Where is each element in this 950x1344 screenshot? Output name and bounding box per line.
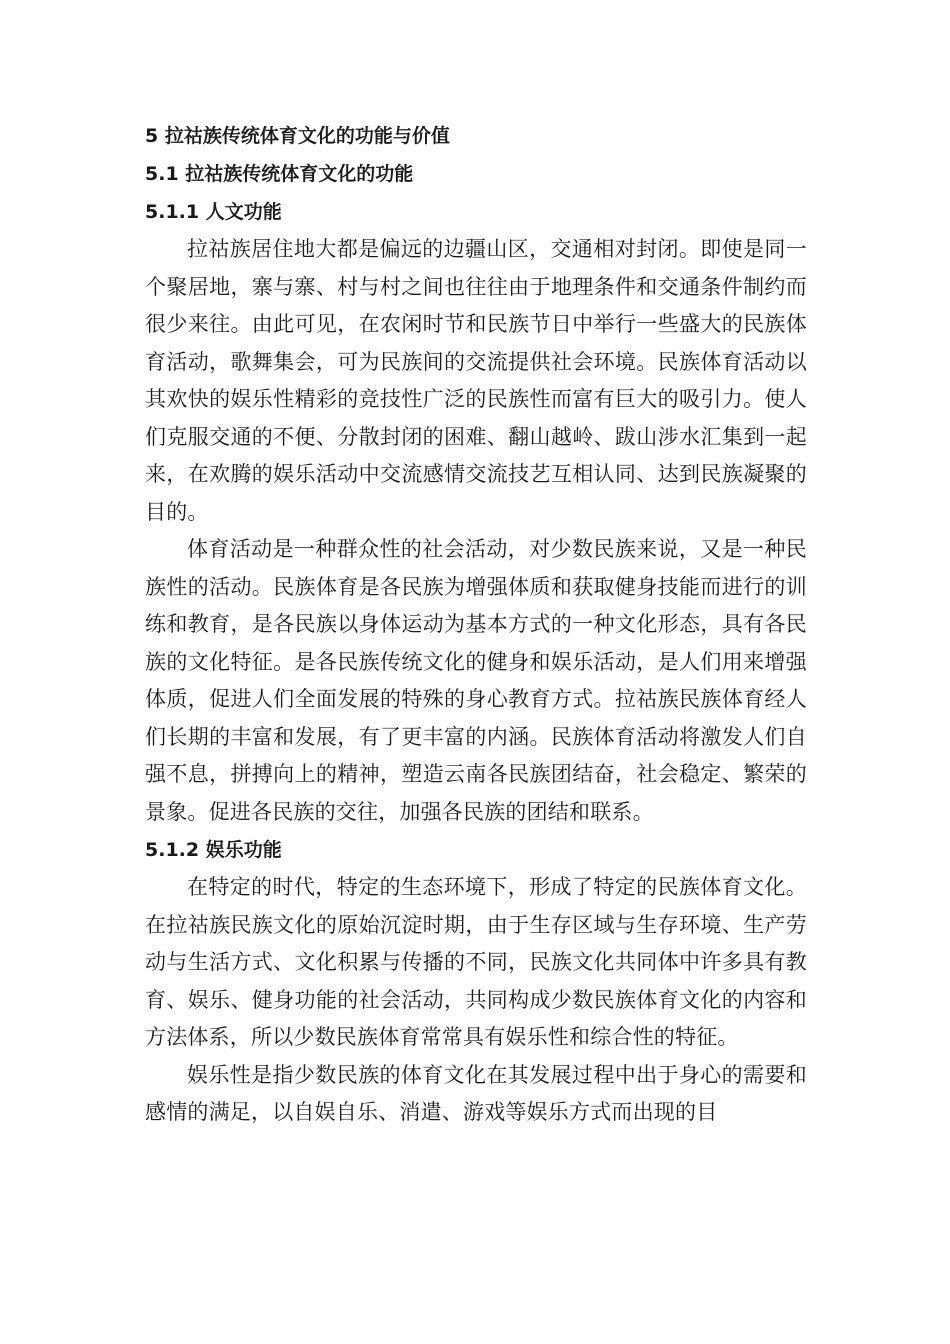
document-page [145, 117, 807, 1132]
paragraph-4: 娱乐性是指少数民族的体育文化在其发展过程中出于身心的需要和感情的满足，以自娱自乐、消遣、游戏等娱乐方式而出现的目 [145, 1062, 807, 1124]
paragraph-1: 拉祜族居住地大都是偏远的边疆山区，交通相对封闭。即使是同一个聚居地，寨与寨、村与村之间也往往由于地理条件和交通条件制约而很少来往。由此可见，在农闲时节和民族节日中举行一些盛大的民族体育活动，歌舞集会，可为民族间的交流提供社会环境。民族体育活动以其欢快的娱乐性精彩的竞技性广泛的民族性而富有巨大的吸引力。使人们克服交通的不便、分散封闭的困难、翻山越岭、跋山涉水汇集到一起来，在欢腾的娱乐活动中交流感情交流技艺互相认同、达到民族凝聚的目的。 [145, 237, 807, 524]
subsection-heading-entertainment: 5.1.2 娱乐功能 [145, 839, 282, 861]
chapter-heading: 5 拉祜族传统体育文化的功能与价值 [145, 125, 450, 147]
subsection-heading-humanistic: 5.1.1 人文功能 [145, 201, 282, 223]
paragraph-3: 在特定的时代，特定的生态环境下，形成了特定的民族体育文化。在拉祜族民族文化的原始沉淀时期，由于生存区域与生存环境、生产劳动与生活方式、文化积累与传播的不同，民族文化共同体中许多具有教育、娱乐、健身功能的社会活动，共同构成少数民族体育文化的内容和方法体系，所以少数民族体育常常具有娱乐性和综合性的特征。 [145, 875, 807, 1049]
paragraph-2: 体育活动是一种群众性的社会活动，对少数民族来说，又是一种民族性的活动。民族体育是各民族为增强体质和获取健身技能而进行的训练和教育，是各民族以身体运动为基本方式的一种文化形态，具有各民族的文化特征。是各民族传统文化的健身和娱乐活动，是人们用来增强体质，促进人们全面发展的特殊的身心教育方式。拉祜族民族体育经人们长期的丰富和发展，有了更丰富的内涵。民族体育活动将激发人们自强不息，拼搏向上的精神，塑造云南各民族团结奋，社会稳定、繁荣的景象。促进各民族的交往，加强各民族的团结和联系。 [145, 537, 807, 824]
section-heading: 5.1 拉祜族传统体育文化的功能 [145, 163, 414, 185]
